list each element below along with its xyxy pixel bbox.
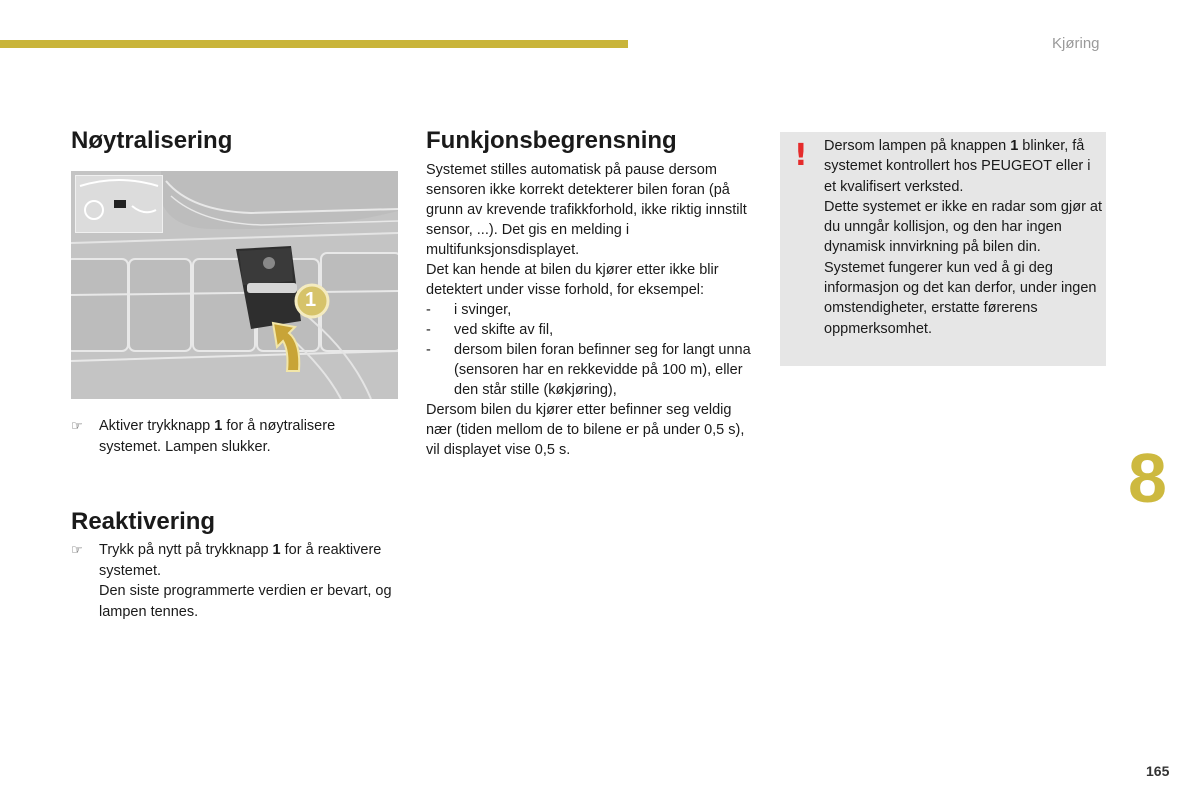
title-reactivation: Reaktivering	[71, 508, 216, 535]
cockpit-inset	[75, 175, 163, 233]
warning-callout	[780, 132, 1106, 366]
title-neutralisation: Nøytralisering	[71, 127, 233, 154]
limitations-para3: Dersom bilen du kjører etter befinner seg veldig nær (tiden mellom de to bilene er på under 0,5 s), vil displayet vise 0,5 s.	[426, 402, 745, 458]
finger-pointer-icon: ☞	[71, 418, 83, 433]
neutralise-instruction	[71, 416, 371, 457]
limitations-para1: Systemet stilles automatisk på pause dersom sensoren ikke korrekt detekterer bilen foran (på grunn av krevende trafikkforhold, ikke riktig innstilt sensor, ...). Det gis en melding i multifunksjonsdisplayet.	[426, 162, 747, 258]
page-number: 165	[1146, 763, 1170, 779]
reactivate-text: Trykk på nytt på trykknapp 1 for å reaktivere systemet. Den siste programmerte verdien er bevart, og lampen tennes.	[99, 542, 392, 620]
limitations-body	[426, 160, 756, 460]
dashboard-figure	[71, 171, 398, 399]
chapter-number: 8	[1128, 439, 1167, 517]
header-accent-bar	[0, 40, 628, 48]
section-label: Kjøring	[1052, 35, 1100, 52]
finger-pointer-icon: ☞	[71, 542, 83, 557]
warning-text: Dersom lampen på knappen 1 blinker, få systemet kontrollert hos PEUGEOT eller i et kvalifisert verksted. Dette systemet er ikke en radar som gjør at du unngår kollisjon, og den har ingen dynamisk innvirkning på bilen din. Systemet fungerer kun ved å gi deg informasjon og det kan derfor, under ingen omstendigheter, erstatte førerens oppmerksomhet.	[824, 138, 1103, 337]
list-item: - dersom bilen foran befinner seg for langt unna (sensoren har en rekkevidde på 100 m), eller den står stille (køkjøring),	[426, 342, 751, 398]
list-item: - ved skifte av fil,	[426, 322, 554, 338]
list-item: - i svinger,	[426, 302, 512, 318]
neutralise-text: Aktiver trykknapp 1 for å nøytralisere systemet. Lampen slukker.	[99, 418, 336, 455]
callout-number-1: 1	[305, 289, 317, 311]
reactivate-instruction	[71, 540, 401, 622]
limitations-para2: Det kan hende at bilen du kjører etter ikke blir detektert under visse forhold, for eksempel:	[426, 262, 719, 298]
exclamation-icon: !	[794, 138, 808, 173]
title-limitations: Funkjonsbegrensning	[426, 127, 677, 154]
